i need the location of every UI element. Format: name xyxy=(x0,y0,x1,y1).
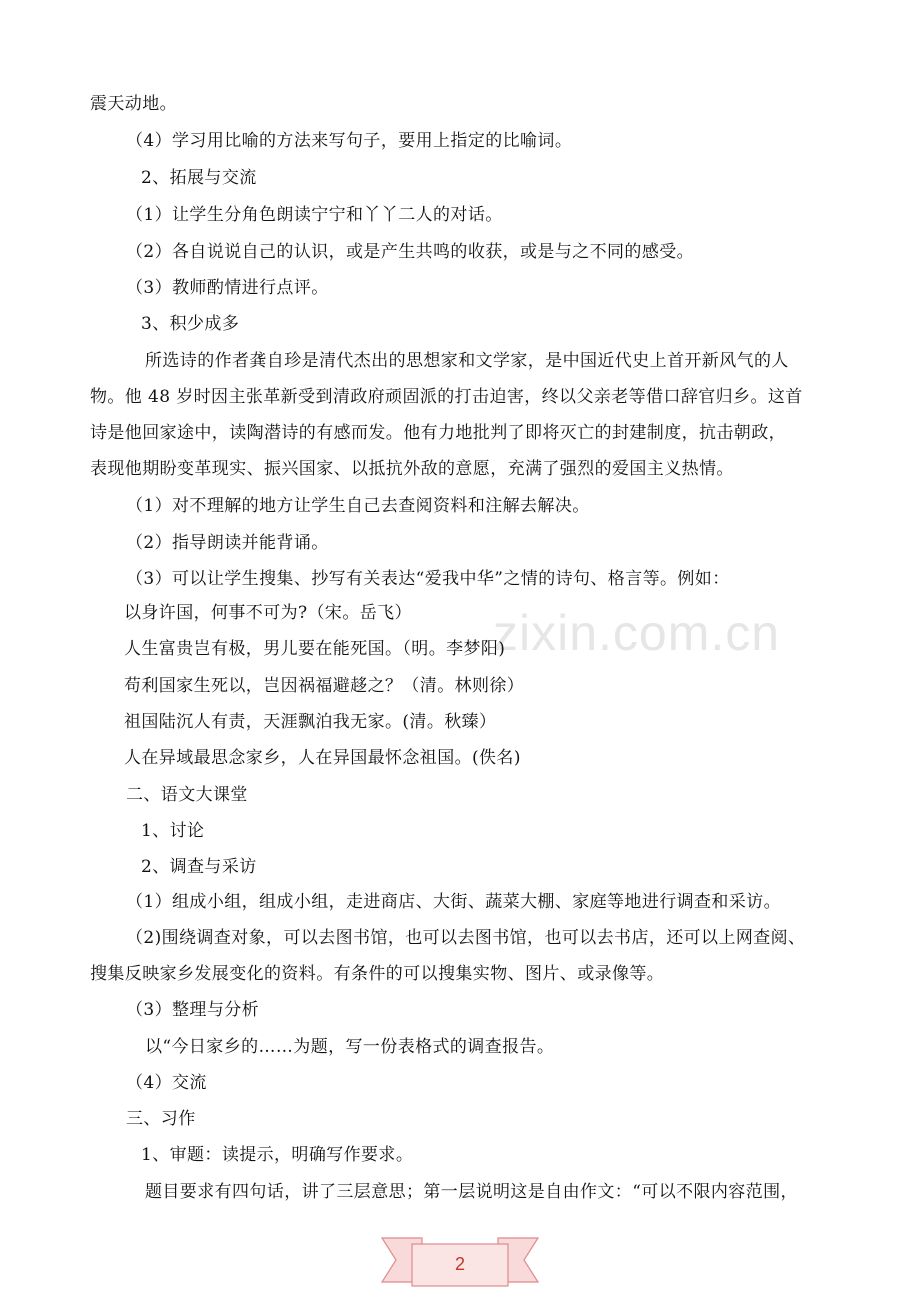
section-heading: 1、讨论 xyxy=(141,821,205,841)
section-heading: 二、语文大课堂 xyxy=(126,785,248,805)
text-line: （3）教师酌情进行点评。 xyxy=(126,278,329,298)
section-heading: 三、习作 xyxy=(126,1109,196,1129)
text-line: （3）整理与分析 xyxy=(126,1000,260,1020)
text-line: 震天动地。 xyxy=(90,94,177,114)
quote-line: 人生富贵岂有极，男儿要在能死国。（明。李梦阳) xyxy=(124,639,506,659)
quote-line: 祖国陆沉人有责，天涯飘泊我无家。(清。秋臻） xyxy=(124,712,497,732)
paragraph-line: 诗是他回家途中，读陶潜诗的有感而发。他有力地批判了即将灭亡的封建制度，抗击朝政， xyxy=(90,423,786,443)
text-line: （2)围绕调查对象，可以去图书馆，也可以去图书馆，也可以去书店，还可以上网查阅、 xyxy=(126,928,806,948)
quote-line: 苟利国家生死以，岂因祸福避趍之？（清。林则徐） xyxy=(124,676,525,696)
text-line: （1）让学生分角色朗读宁宁和丫丫二人的对话。 xyxy=(126,205,503,225)
text-line: （4）学习用比喻的方法来写句子，要用上指定的比喻词。 xyxy=(126,131,573,151)
text-line: （2）各自说说自己的认识，或是产生共鸣的收获，或是与之不同的感受。 xyxy=(126,242,695,262)
text-line: 1、审题：读提示，明确写作要求。 xyxy=(141,1145,414,1165)
paragraph-line: 所选诗的作者龚自珍是清代杰出的思想家和文学家，是中国近代史上首开新风气的人 xyxy=(145,351,789,371)
paragraph-line: 题目要求有四句话，讲了三层意思；第一层说明这是自由作文：“可以不限内容范围， xyxy=(145,1182,798,1202)
text-line: （3）可以让学生搜集、抄写有关表达“爱我中华”之情的诗句、格言等。例如： xyxy=(126,569,730,589)
page-number-ribbon xyxy=(380,1232,540,1292)
section-heading: 2、拓展与交流 xyxy=(141,168,257,188)
watermark: zixin.com.cn xyxy=(493,605,781,661)
text-line: 以“今日家乡的……为题，写一份表格式的调查报告。 xyxy=(145,1037,555,1057)
quote-line: 以身许国，何事不可为?（宋。岳飞） xyxy=(124,603,412,623)
text-line: （2）指导朗读并能背诵。 xyxy=(126,533,329,553)
text-line: （4）交流 xyxy=(126,1073,207,1093)
text-line: （1）对不理解的地方让学生自己去查阅资料和注解去解决。 xyxy=(126,496,590,516)
section-heading: 3、积少成多 xyxy=(141,314,240,334)
paragraph-line: 物。他 48 岁时因主张革新受到清政府顽固派的打击迫害，终以父亲老等借口辞官归乡。这首 xyxy=(90,387,803,407)
text-line: 搜集反映家乡发展变化的资料。有条件的可以搜集实物、图片、或录像等。 xyxy=(90,964,665,984)
section-heading: 2、调查与采访 xyxy=(141,857,257,877)
quote-line: 人在异域最思念家乡，人在异国最怀念祖国。(佚名) xyxy=(124,748,521,768)
paragraph-line: 表现他期盼变革现实、振兴国家、以抵抗外敌的意愿，充满了强烈的爱国主义热情。 xyxy=(90,459,734,479)
text-line: （1）组成小组，组成小组，走进商店、大街、蔬菜大棚、家庭等地进行调查和采访。 xyxy=(126,892,782,912)
page-number: 2 xyxy=(454,1254,465,1274)
